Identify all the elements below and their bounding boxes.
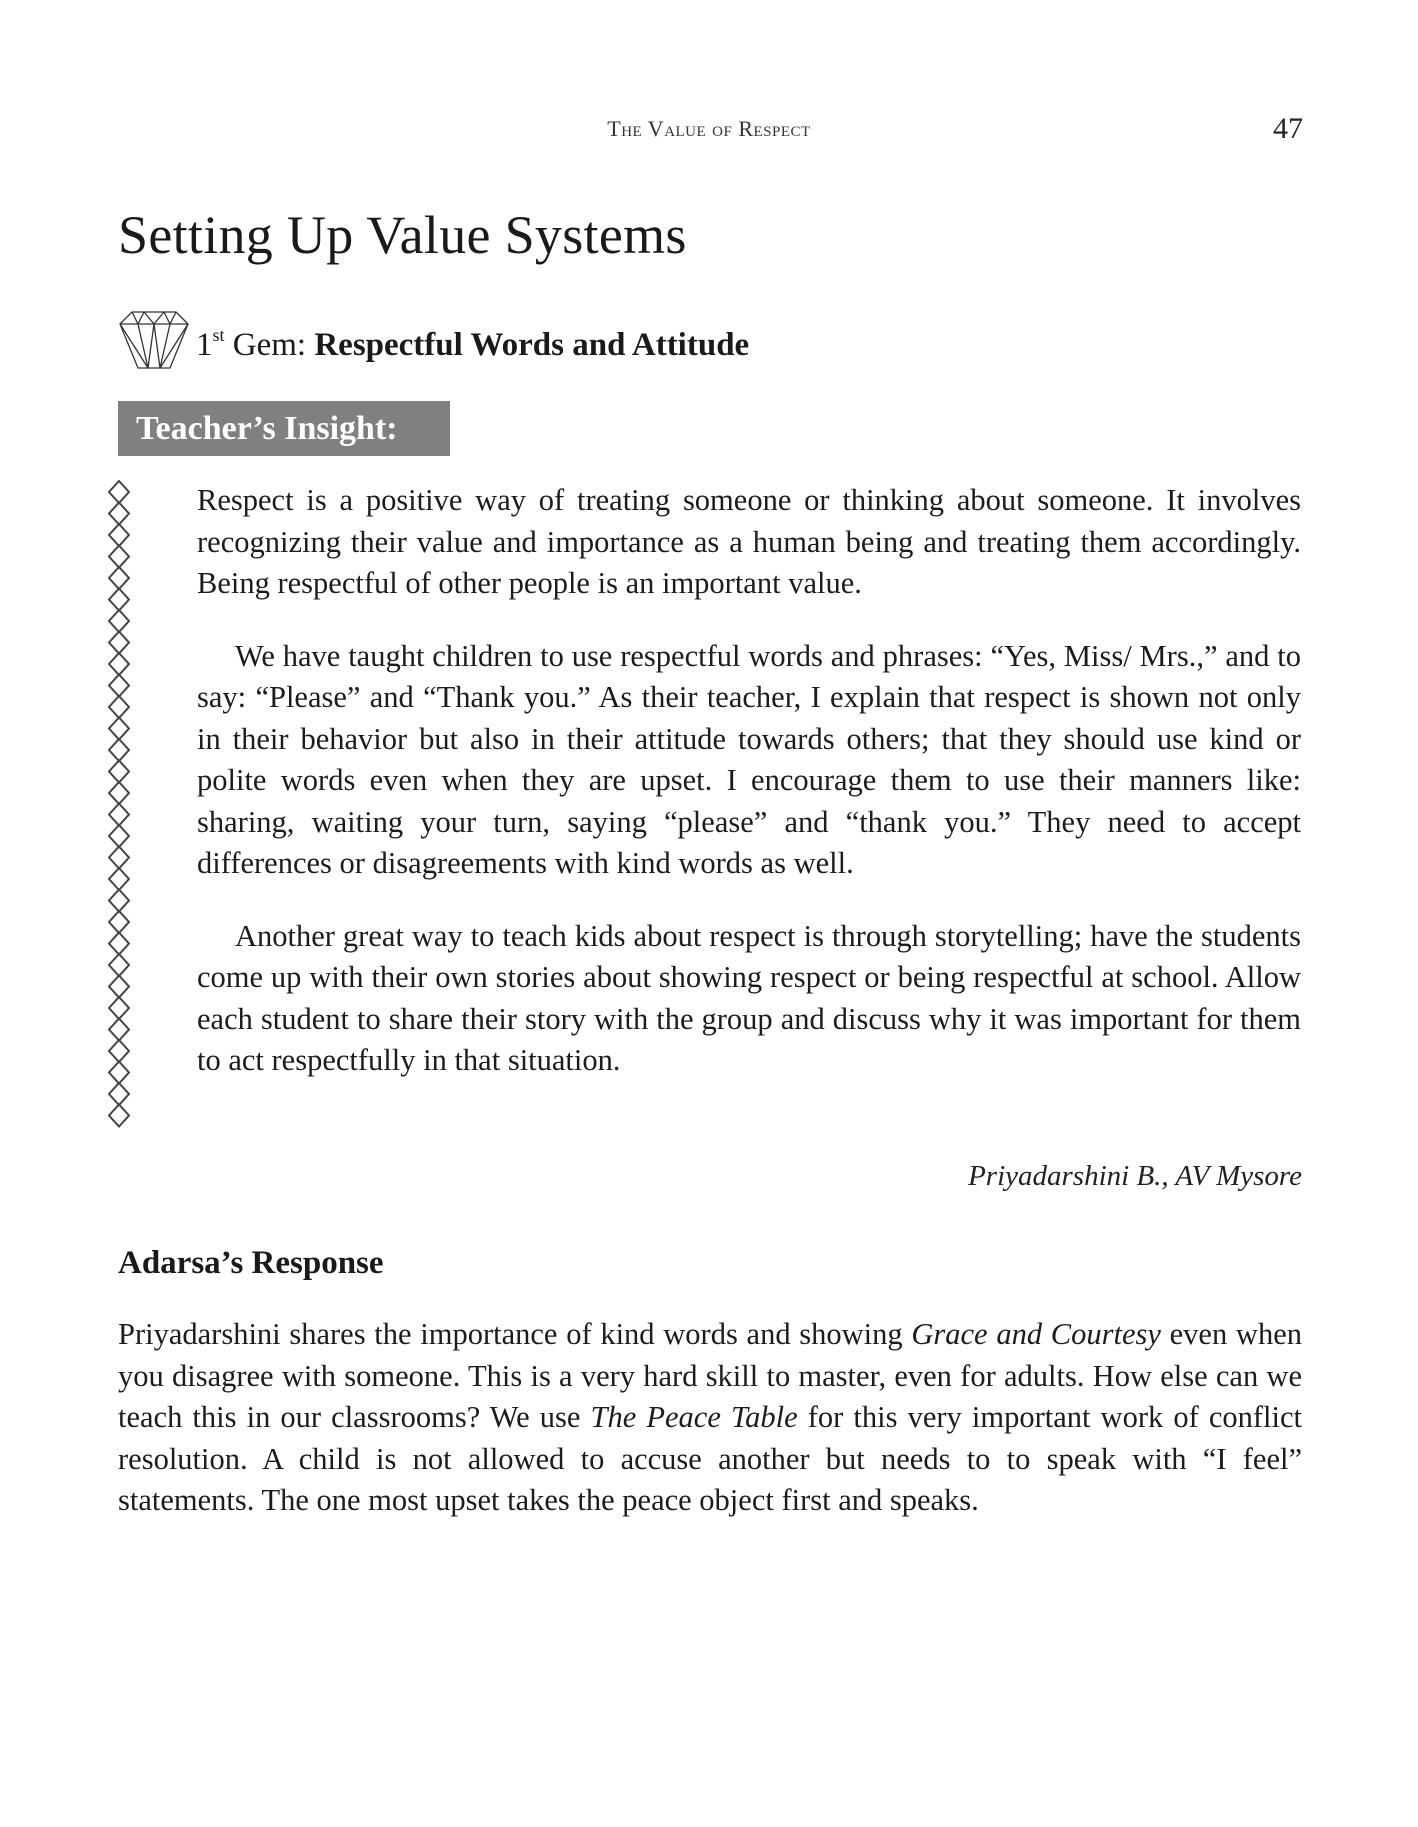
- chain-diamond: [109, 546, 129, 568]
- chain-diamond: [109, 632, 129, 654]
- teacher-insight-label: Teacher’s Insight:: [118, 401, 450, 456]
- chain-diamond: [109, 1062, 129, 1084]
- insight-paragraph: Respect is a positive way of treating someone or thinking about someone. It involves recognizing their value and importance as a human being and treating them accordingly. Being respectful of other people is an important value.: [197, 483, 1301, 600]
- chain-diamond: [109, 890, 129, 912]
- diamond-gem-icon: [118, 308, 190, 370]
- chain-diamond: [109, 847, 129, 869]
- chain-diamond: [109, 933, 129, 955]
- chain-diamond: [109, 997, 129, 1019]
- chain-diamond: [109, 653, 129, 675]
- chain-diamond: [109, 718, 129, 740]
- chain-diamond: [109, 976, 129, 998]
- chain-diamond: [109, 1040, 129, 1062]
- diamond-chain-icon: [104, 480, 134, 1130]
- chain-diamond: [109, 1083, 129, 1105]
- chain-diamond: [109, 825, 129, 847]
- response-text: even when you disagree with someone. This is a very hard skill to master, even for adults. How else can we teach this in our classrooms? We use: [118, 1317, 1302, 1434]
- chain-diamond: [109, 589, 129, 611]
- chain-diamond: [109, 1019, 129, 1041]
- running-header: The Value of Respect: [607, 116, 811, 141]
- chain-diamond: [109, 1105, 129, 1127]
- gem-title: [196, 325, 749, 364]
- chain-diamond: [109, 804, 129, 826]
- response-text: for this very important work of conflict resolution. A child is not allowed to accuse another but needs to to speak with “I feel” statements. The one most upset takes the peace object first and speaks.: [118, 1400, 1302, 1517]
- chain-diamond: [109, 524, 129, 546]
- response-italic-term: The Peace Table: [590, 1400, 798, 1434]
- chain-diamond: [109, 675, 129, 697]
- chain-diamond: [109, 503, 129, 525]
- response-paragraph: [118, 1314, 1302, 1522]
- section-heading: Setting Up Value Systems: [118, 205, 687, 265]
- gem-ordinal-suffix: st: [212, 325, 225, 345]
- chain-diamond: [109, 782, 129, 804]
- gem-prefix: Gem:: [224, 327, 315, 363]
- response-heading: Adarsa’s Response: [118, 1245, 384, 1281]
- diamond-chain-border: [104, 480, 134, 1130]
- insight-attribution: Priyadarshini B., AV Mysore: [968, 1160, 1302, 1192]
- chain-diamond: [109, 481, 129, 503]
- chain-diamond: [109, 868, 129, 890]
- chain-diamond: [109, 696, 129, 718]
- gem-heading-row: [118, 300, 749, 370]
- chain-diamond: [109, 610, 129, 632]
- teacher-insight-body: [197, 480, 1301, 1113]
- gem-ordinal: 1: [196, 327, 213, 363]
- chain-diamond: [109, 911, 129, 933]
- chain-diamond: [109, 567, 129, 589]
- insight-paragraph: We have taught children to use respectful words and phrases: “Yes, Miss/ Mrs.,” and to say: “Please” and “Thank you.” As their teacher, I explain that respect is shown not only in their behavior but also in their attitude towards others; that they should use kind or polite words even when they are upset. I encourage them to use their manners like: sharing, waiting your turn, saying “please” and “thank you.” They need to accept differences or disagreements with kind words as well.: [197, 638, 1301, 880]
- page-number: 47: [1273, 112, 1303, 145]
- response-text: Priyadarshini shares the importance of kind words and showing: [118, 1317, 912, 1351]
- response-italic-term: Grace and Courtesy: [911, 1317, 1161, 1351]
- chain-diamond: [109, 739, 129, 761]
- insight-paragraph: Another great way to teach kids about respect is through storytelling; have the students come up with their own stories about showing respect or being respectful at school. Allow each student to share their story with the group and discuss why it was important for them to act respectfully in that situation.: [197, 918, 1301, 1077]
- chain-diamond: [109, 761, 129, 783]
- chain-diamond: [109, 954, 129, 976]
- gem-name: Respectful Words and Attitude: [314, 327, 750, 363]
